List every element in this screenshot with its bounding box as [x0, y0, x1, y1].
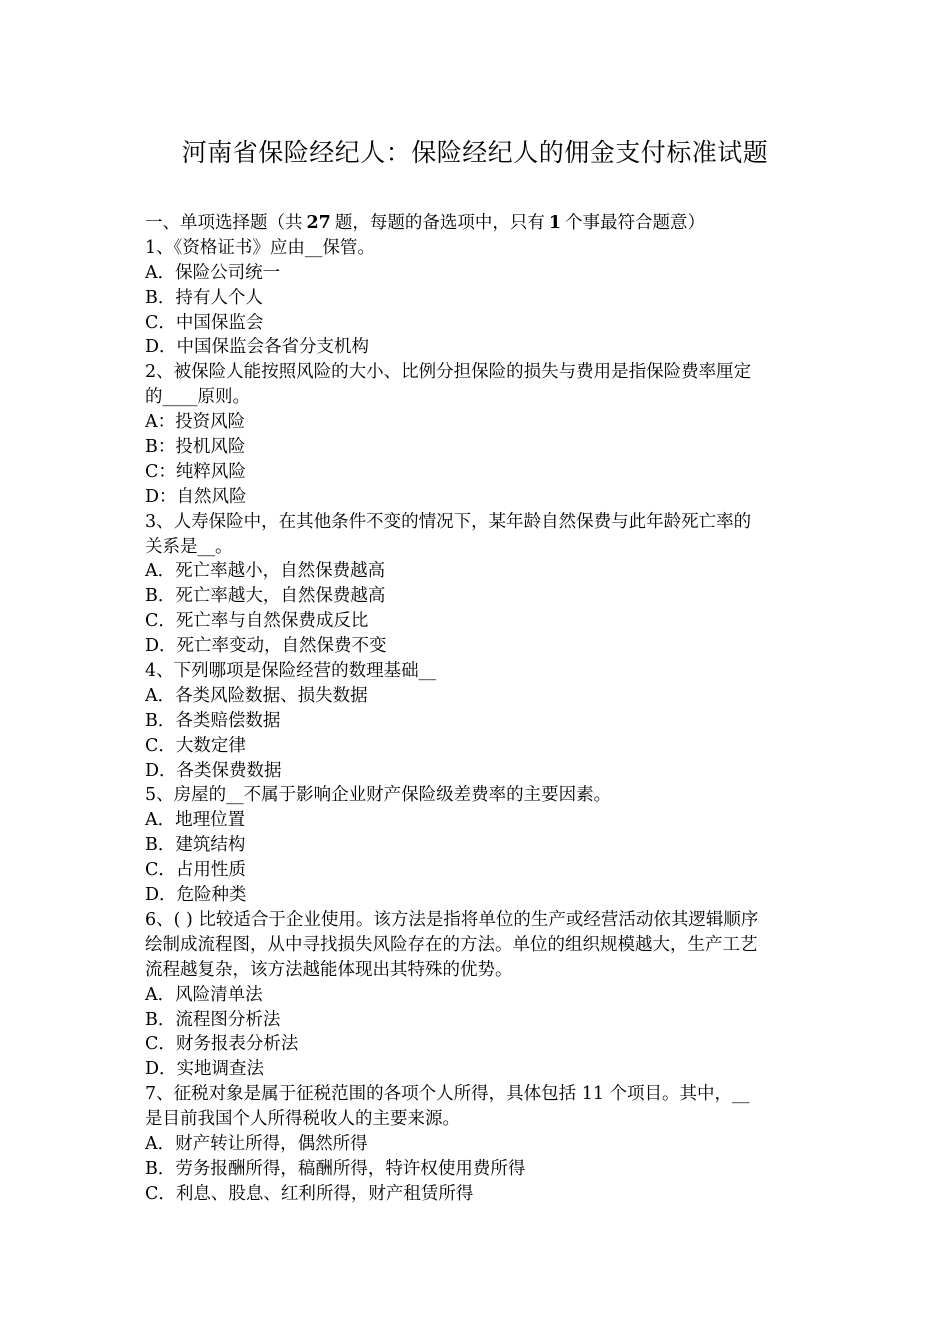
question-6	[145, 908, 810, 1082]
answer-option: B．死亡率越大，自然保费越高	[145, 586, 386, 607]
answer-option: D．危险种类	[145, 885, 247, 906]
question-stem-line: 4、下列哪项是保险经营的数理基础__	[145, 661, 437, 682]
answer-option: D．死亡率变动，自然保费不变	[145, 636, 387, 657]
answer-count: 1	[548, 213, 562, 233]
question-count: 27	[306, 213, 331, 233]
question-stem-line: 流程越复杂，该方法越能体现出其特殊的优势。	[145, 959, 513, 980]
question-4	[145, 659, 810, 783]
answer-option: B．劳务报酬所得，稿酬所得，特许权使用费所得	[145, 1158, 526, 1179]
answer-option: D．中国保监会各省分支机构	[145, 337, 370, 358]
question-2	[145, 360, 810, 509]
question-stem-line: 是目前我国个人所得税收人的主要来源。	[145, 1109, 460, 1130]
question-stem-line: 绘制成流程图，从中寻找损失风险存在的方法。单位的组织规模越大，生产工艺	[145, 934, 758, 955]
answer-option: C．中国保监会	[145, 312, 264, 333]
answer-option: C．死亡率与自然保费成反比	[145, 611, 369, 632]
answer-option: C．大数定律	[145, 735, 246, 756]
answer-option: C．财务报表分析法	[145, 1034, 299, 1055]
section-middle: 题，每题的备选项中，只有	[334, 213, 545, 233]
answer-option: B：投机风险	[145, 437, 246, 458]
answer-option: D．各类保费数据	[145, 760, 282, 781]
question-1	[145, 236, 810, 360]
question-stem-line: 7、征税对象是属于征税范围的各项个人所得，具体包括 11 个项目。其中，__	[145, 1084, 750, 1105]
section-heading	[145, 211, 810, 236]
document-body	[145, 211, 810, 1207]
question-stem-line: 1、《资格证书》应由__保管。	[145, 237, 375, 258]
answer-option: D．实地调查法	[145, 1059, 265, 1080]
question-3	[145, 510, 810, 659]
answer-option: C：纯粹风险	[145, 461, 246, 482]
document-title: 河南省保险经纪人：保险经纪人的佣金支付标准试题	[181, 138, 769, 167]
answer-option: B．各类赔偿数据	[145, 710, 281, 731]
section-prefix: 一、单项选择题（共	[145, 213, 303, 233]
answer-option: D：自然风险	[145, 486, 247, 507]
question-7	[145, 1082, 810, 1206]
question-stem-line: 关系是__。	[145, 536, 233, 557]
answer-option: A．保险公司统一	[145, 262, 281, 283]
answer-option: A：投资风险	[145, 412, 246, 433]
answer-option: B．建筑结构	[145, 835, 246, 856]
answer-option: A．财产转让所得，偶然所得	[145, 1133, 368, 1154]
answer-option: B．持有人个人	[145, 287, 263, 308]
answer-option: C．占用性质	[145, 860, 246, 881]
question-5	[145, 783, 810, 907]
answer-option: C．利息、股息、红利所得，财产租赁所得	[145, 1183, 474, 1204]
answer-option: A．死亡率越小，自然保费越高	[145, 561, 386, 582]
question-stem-line: 3、人寿保险中，在其他条件不变的情况下，某年龄自然保费与此年龄死亡率的	[145, 511, 752, 532]
question-stem-line: 2、被保险人能按照风险的大小、比例分担保险的损失与费用是指保险费率厘定	[145, 362, 752, 383]
answer-option: A．风险清单法	[145, 984, 263, 1005]
answer-option: A．各类风险数据、损失数据	[145, 685, 368, 706]
question-stem-line: 5、房屋的__不属于影响企业财产保险级差费率的主要因素。	[145, 785, 612, 806]
section-suffix: 个事最符合题意）	[565, 213, 706, 233]
answer-option: B．流程图分析法	[145, 1009, 281, 1030]
question-list	[145, 236, 810, 1207]
answer-option: A．地理位置	[145, 810, 246, 831]
question-stem-line: 的____原则。	[145, 387, 250, 408]
question-stem-line: 6、( ) 比较适合于企业使用。该方法是指将单位的生产或经营活动依其逻辑顺序	[145, 909, 759, 930]
